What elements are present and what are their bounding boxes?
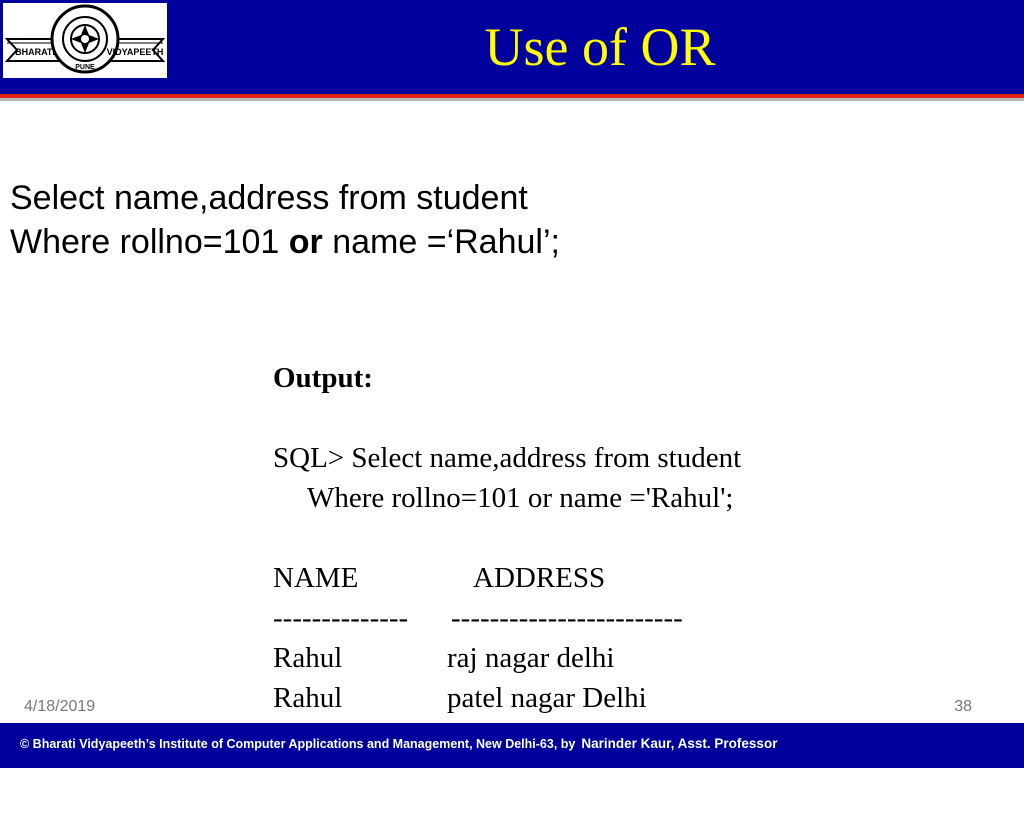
result-row	[273, 678, 741, 718]
sql-prompt-line-2: Where rollno=101 or name ='Rahul';	[307, 482, 734, 514]
query-line-2: Where rollno=101 or name =‘Rahul’;	[10, 223, 560, 261]
header-divider-gray	[0, 98, 1024, 101]
or-keyword: or	[288, 223, 323, 261]
blank-line	[273, 518, 741, 558]
svg-text:VIDYAPEETH: VIDYAPEETH	[106, 47, 164, 57]
result-separator-row	[273, 598, 741, 638]
sql-query	[10, 176, 560, 264]
cell-address: patel nagar Delhi	[447, 682, 647, 714]
result-row	[273, 638, 741, 678]
cell-address: raj nagar delhi	[447, 642, 615, 674]
slide-footer	[0, 723, 1024, 768]
column-header-name: NAME	[273, 562, 359, 594]
blank-line	[273, 398, 741, 438]
bharati-vidyapeeth-logo-icon	[3, 3, 167, 78]
result-header-row	[273, 558, 741, 598]
column-header-address: ADDRESS	[473, 562, 606, 594]
slide-title: Use of OR	[484, 17, 716, 77]
output-heading: Output:	[273, 362, 373, 394]
query-line-1: Select name,address from student	[10, 179, 528, 217]
separator-address: ------------------------	[451, 602, 683, 634]
footer-author: Narinder Kaur, Asst. Professor	[581, 736, 778, 751]
slide-date: 4/18/2019	[24, 698, 96, 715]
svg-text:PUNE: PUNE	[75, 64, 95, 71]
query-output	[273, 358, 741, 718]
slide-number: 38	[954, 698, 972, 715]
footer-copyright: © Bharati Vidyapeeth’s Institute of Computer Applications and Management, New Delhi-63, by Narinder Kaur, Asst. Professor	[20, 736, 778, 751]
svg-text:BHARATI: BHARATI	[15, 47, 55, 57]
cell-name: Rahul	[273, 682, 343, 714]
separator-name: --------------	[273, 602, 409, 634]
sql-prompt-line-1: SQL> Select name,address from student	[273, 442, 742, 474]
cell-name: Rahul	[273, 642, 343, 674]
logo	[3, 3, 167, 78]
